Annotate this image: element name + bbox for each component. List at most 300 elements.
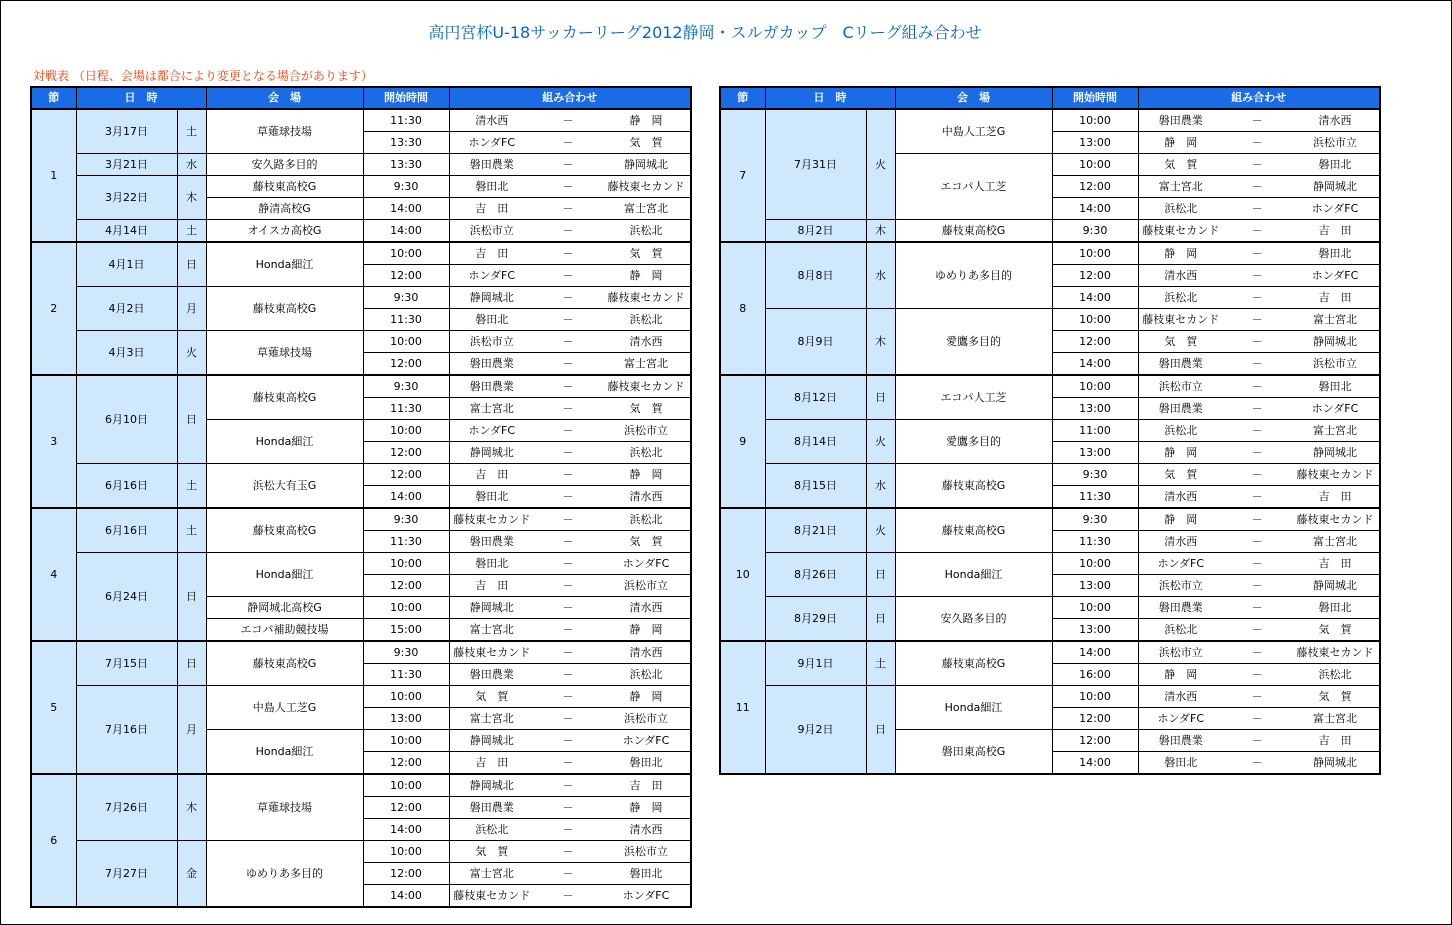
away-team: 静岡城北 [1291,752,1380,775]
match-weekday: 火 [177,331,206,376]
home-team: 磐田農業 [1138,597,1223,619]
round-number: 9 [720,375,765,508]
match-weekday: 火 [866,420,895,464]
venue-name: Honda細江 [206,553,363,597]
home-team: 静 岡 [1138,664,1223,686]
kickoff-time: 10:00 [363,553,449,575]
away-team: 吉 田 [1291,287,1380,309]
versus-dash: － [1223,242,1291,265]
venue-name: 草薙球技場 [206,109,363,154]
home-team: 気 賀 [1138,464,1223,486]
versus-dash: － [534,331,602,353]
away-team: 富士宮北 [602,198,691,220]
home-team: 浜松北 [1138,287,1223,309]
match-weekday: 土 [866,641,895,686]
home-team: 磐田北 [1138,752,1223,775]
versus-dash: － [534,420,602,442]
away-team: 磐田北 [1291,154,1380,176]
kickoff-time: 14:00 [1052,641,1138,664]
kickoff-time: 13:00 [1052,619,1138,642]
home-team: 浜松市立 [449,331,534,353]
match-date: 3月22日 [76,176,177,220]
versus-dash: － [534,752,602,775]
kickoff-time: 15:00 [363,619,449,642]
kickoff-time: 9:30 [1052,508,1138,531]
kickoff-time: 12:00 [363,353,449,376]
away-team: 藤枝東セカンド [1291,641,1380,664]
table-row [31,109,691,132]
match-weekday: 火 [866,109,895,220]
away-team: ホンダFC [1291,198,1380,220]
versus-dash: － [534,597,602,619]
versus-dash: － [534,109,602,132]
kickoff-time: 12:00 [1052,176,1138,198]
match-weekday: 土 [177,220,206,243]
versus-dash: － [1223,553,1291,575]
match-weekday: 日 [866,597,895,642]
venue-name: 藤枝東高校G [206,176,363,198]
away-team: 藤枝東セカンド [602,287,691,309]
kickoff-time: 14:00 [363,819,449,841]
home-team: 藤枝東セカンド [449,885,534,908]
away-team: 富士宮北 [1291,531,1380,553]
venue-name: 安久路多目的 [206,154,363,176]
venue-name: 中島人工芝G [206,686,363,730]
table-row [31,686,691,708]
versus-dash: － [1223,730,1291,752]
home-team: 浜松北 [449,819,534,841]
match-date: 6月10日 [76,375,177,464]
table-row [720,109,1380,132]
match-date: 8月21日 [765,508,866,553]
venue-name: Honda細江 [206,242,363,287]
home-team: 静岡城北 [449,774,534,797]
away-team: 静 岡 [602,464,691,486]
match-weekday: 日 [177,242,206,287]
away-team: ホンダFC [1291,398,1380,420]
match-weekday: 土 [177,464,206,509]
away-team: ホンダFC [602,553,691,575]
home-team: 静 岡 [1138,442,1223,464]
versus-dash: － [534,220,602,243]
home-team: 吉 田 [449,752,534,775]
versus-dash: － [534,774,602,797]
venue-name: Honda細江 [895,553,1052,597]
kickoff-time: 13:00 [1052,132,1138,154]
versus-dash: － [534,398,602,420]
venue-name: 草薙球技場 [206,331,363,376]
venue-name: エコパ補助競技場 [206,619,363,642]
match-date: 6月16日 [76,464,177,509]
match-date: 4月14日 [76,220,177,243]
venue-name: 磐田東高校G [895,730,1052,775]
home-team: 浜松市立 [1138,375,1223,398]
table-row [31,220,691,243]
header-venue: 会 場 [895,87,1052,109]
table-row [720,375,1380,398]
venue-name: 藤枝東高校G [895,464,1052,509]
kickoff-time: 13:00 [1052,398,1138,420]
versus-dash: － [534,132,602,154]
home-team: 静岡城北 [449,597,534,619]
versus-dash: － [534,375,602,398]
home-team: 藤枝東セカンド [449,641,534,664]
home-team: 清水西 [1138,486,1223,509]
home-team: 気 賀 [1138,331,1223,353]
match-weekday: 木 [866,220,895,243]
match-weekday: 日 [866,375,895,420]
kickoff-time: 9:30 [1052,220,1138,243]
home-team: 浜松市立 [449,220,534,243]
table-row [720,464,1380,486]
venue-name: 藤枝東高校G [206,641,363,686]
table-row [720,597,1380,619]
away-team: 静 岡 [602,265,691,287]
away-team: 気 賀 [602,398,691,420]
table-row [720,242,1380,265]
away-team: 磐田北 [602,863,691,885]
home-team: ホンダFC [449,132,534,154]
versus-dash: － [534,154,602,176]
match-weekday: 火 [866,508,895,553]
match-date: 4月1日 [76,242,177,287]
kickoff-time: 13:30 [363,132,449,154]
kickoff-time: 10:00 [363,730,449,752]
versus-dash: － [1223,353,1291,376]
away-team: 磐田北 [602,752,691,775]
header-match: 組み合わせ [1138,87,1380,109]
venue-name: 藤枝東高校G [895,641,1052,686]
kickoff-time: 10:00 [363,774,449,797]
away-team: 気 賀 [602,132,691,154]
table-row [31,553,691,575]
versus-dash: － [534,353,602,376]
kickoff-time: 12:00 [363,797,449,819]
kickoff-time: 10:00 [363,331,449,353]
home-team: 磐田北 [449,176,534,198]
venue-name: エコパ人工芝 [895,375,1052,420]
table-row [31,841,691,863]
kickoff-time: 12:00 [363,464,449,486]
versus-dash: － [1223,154,1291,176]
versus-dash: － [1223,531,1291,553]
versus-dash: － [1223,619,1291,642]
kickoff-time: 14:00 [1052,198,1138,220]
versus-dash: － [1223,420,1291,442]
away-team: 浜松北 [602,309,691,331]
versus-dash: － [534,575,602,597]
versus-dash: － [1223,686,1291,708]
versus-dash: － [534,176,602,198]
match-weekday: 木 [866,309,895,376]
table-row [31,242,691,265]
table-row [720,641,1380,664]
home-team: 静 岡 [1138,242,1223,265]
away-team: 気 賀 [602,242,691,265]
home-team: 磐田農業 [449,664,534,686]
kickoff-time: 10:00 [1052,242,1138,265]
kickoff-time: 9:30 [363,641,449,664]
away-team: 吉 田 [1291,553,1380,575]
versus-dash: － [534,619,602,642]
kickoff-time: 10:00 [363,420,449,442]
header-venue: 会 場 [206,87,363,109]
home-team: 富士宮北 [449,398,534,420]
home-team: 清水西 [1138,531,1223,553]
away-team: 磐田北 [1291,242,1380,265]
kickoff-time: 10:00 [363,841,449,863]
away-team: 磐田北 [1291,597,1380,619]
versus-dash: － [534,309,602,331]
kickoff-time: 10:00 [1052,597,1138,619]
away-team: 浜松市立 [602,708,691,730]
table-row [31,508,691,531]
away-team: 藤枝東セカンド [1291,508,1380,531]
match-weekday: 月 [177,287,206,331]
table-row [31,774,691,797]
away-team: 清水西 [602,641,691,664]
match-date: 8月2日 [765,220,866,243]
versus-dash: － [534,531,602,553]
kickoff-time: 12:00 [1052,265,1138,287]
kickoff-time: 16:00 [1052,664,1138,686]
venue-name: 草薙球技場 [206,774,363,841]
away-team: 浜松北 [602,220,691,243]
versus-dash: － [1223,132,1291,154]
away-team: 清水西 [602,597,691,619]
kickoff-time: 10:00 [363,686,449,708]
table-row [31,375,691,398]
away-team: 吉 田 [1291,220,1380,243]
header-date: 日 時 [76,87,206,109]
kickoff-time: 12:00 [363,752,449,775]
match-weekday: 水 [866,464,895,509]
kickoff-time: 14:00 [363,220,449,243]
venue-name: 安久路多目的 [895,597,1052,642]
venue-name: オイスカ高校G [206,220,363,243]
match-date: 9月1日 [765,641,866,686]
home-team: 静 岡 [1138,508,1223,531]
venue-name: 藤枝東高校G [895,508,1052,553]
home-team: 浜松市立 [1138,575,1223,597]
match-date: 8月12日 [765,375,866,420]
match-date: 8月14日 [765,420,866,464]
away-team: 富士宮北 [1291,420,1380,442]
round-number: 2 [31,242,76,375]
kickoff-time: 10:00 [363,242,449,265]
versus-dash: － [534,553,602,575]
match-date: 4月3日 [76,331,177,376]
venue-name: 中島人工芝G [895,109,1052,154]
away-team: 静 岡 [602,797,691,819]
table-row [720,686,1380,708]
round-number: 6 [31,774,76,907]
header-setsu: 節 [720,87,765,109]
versus-dash: － [534,442,602,464]
home-team: 磐田農業 [1138,109,1223,132]
away-team: 富士宮北 [1291,708,1380,730]
schedule-table-left [30,86,692,908]
kickoff-time: 9:30 [1052,464,1138,486]
home-team: 吉 田 [449,575,534,597]
round-number: 1 [31,109,76,242]
versus-dash: － [1223,597,1291,619]
match-weekday: 月 [177,686,206,775]
away-team: 吉 田 [1291,730,1380,752]
versus-dash: － [534,863,602,885]
header-match: 組み合わせ [449,87,691,109]
home-team: 清水西 [449,109,534,132]
round-number: 11 [720,641,765,774]
versus-dash: － [1223,198,1291,220]
away-team: 清水西 [602,331,691,353]
venue-name: 藤枝東高校G [206,287,363,331]
kickoff-time: 13:00 [1052,442,1138,464]
venue-name: ゆめりあ多目的 [206,841,363,908]
versus-dash: － [1223,752,1291,775]
round-number: 7 [720,109,765,242]
kickoff-time: 14:00 [363,198,449,220]
away-team: 磐田北 [1291,375,1380,398]
versus-dash: － [1223,176,1291,198]
home-team: 富士宮北 [1138,176,1223,198]
match-weekday: 水 [177,154,206,176]
home-team: 磐田北 [449,553,534,575]
match-weekday: 水 [866,242,895,309]
venue-name: Honda細江 [206,730,363,775]
table-row [720,309,1380,331]
kickoff-time: 10:00 [363,597,449,619]
versus-dash: － [534,641,602,664]
home-team: 藤枝東セカンド [449,508,534,531]
match-date: 8月26日 [765,553,866,597]
versus-dash: － [1223,109,1291,132]
home-team: ホンダFC [449,265,534,287]
versus-dash: － [1223,287,1291,309]
versus-dash: － [1223,575,1291,597]
away-team: ホンダFC [602,885,691,908]
venue-name: 愛鷹多目的 [895,420,1052,464]
kickoff-time: 10:00 [1052,553,1138,575]
home-team: 磐田農業 [449,531,534,553]
match-weekday: 木 [177,774,206,841]
versus-dash: － [534,242,602,265]
kickoff-time: 12:00 [1052,708,1138,730]
away-team: 浜松市立 [602,841,691,863]
versus-dash: － [1223,486,1291,509]
versus-dash: － [534,464,602,486]
match-date: 7月31日 [765,109,866,220]
kickoff-time: 10:00 [1052,309,1138,331]
kickoff-time: 9:30 [363,508,449,531]
table-row [31,641,691,664]
away-team: 清水西 [1291,109,1380,132]
home-team: 気 賀 [1138,154,1223,176]
home-team: ホンダFC [1138,708,1223,730]
match-weekday: 金 [177,841,206,908]
kickoff-time: 10:00 [1052,154,1138,176]
kickoff-time: 11:30 [1052,486,1138,509]
venue-name: 藤枝東高校G [895,220,1052,243]
kickoff-time: 10:00 [1052,109,1138,132]
schedule-table-right [719,86,1381,775]
home-team: 清水西 [1138,265,1223,287]
away-team: 浜松北 [602,508,691,531]
header-setsu: 節 [31,87,76,109]
home-team: 磐田農業 [1138,730,1223,752]
home-team: 磐田農業 [449,797,534,819]
away-team: 静岡城北 [1291,176,1380,198]
kickoff-time: 10:00 [1052,375,1138,398]
kickoff-time: 9:30 [363,287,449,309]
versus-dash: － [534,885,602,908]
home-team: 浜松北 [1138,198,1223,220]
table-row [720,553,1380,575]
table-row [31,287,691,309]
kickoff-time: 11:30 [1052,531,1138,553]
venue-name: エコパ人工芝 [895,154,1052,220]
kickoff-time: 12:00 [1052,331,1138,353]
match-date: 4月2日 [76,287,177,331]
versus-dash: － [1223,442,1291,464]
away-team: 気 賀 [1291,619,1380,642]
versus-dash: － [1223,331,1291,353]
away-team: 清水西 [602,486,691,509]
table-row [31,464,691,486]
home-team: 吉 田 [449,242,534,265]
kickoff-time: 11:30 [363,664,449,686]
versus-dash: － [534,198,602,220]
away-team: 浜松北 [602,442,691,464]
round-number: 5 [31,641,76,774]
match-weekday: 日 [177,553,206,642]
kickoff-time: 11:30 [363,398,449,420]
away-team: 浜松市立 [602,420,691,442]
versus-dash: － [1223,708,1291,730]
home-team: 気 賀 [449,686,534,708]
venue-name: 藤枝東高校G [206,375,363,420]
match-weekday: 木 [177,176,206,220]
home-team: 磐田農業 [1138,398,1223,420]
match-date: 7月26日 [76,774,177,841]
away-team: 静岡城北 [1291,331,1380,353]
versus-dash: － [1223,375,1291,398]
match-date: 7月27日 [76,841,177,908]
match-weekday: 日 [177,641,206,686]
away-team: 富士宮北 [602,353,691,376]
home-team: 浜松市立 [1138,641,1223,664]
match-date: 3月21日 [76,154,177,176]
kickoff-time: 14:00 [1052,287,1138,309]
match-date: 6月16日 [76,508,177,553]
versus-dash: － [534,841,602,863]
home-team: 吉 田 [449,464,534,486]
home-team: 静岡城北 [449,442,534,464]
home-team: 富士宮北 [449,619,534,642]
kickoff-time: 14:00 [1052,752,1138,775]
away-team: 吉 田 [602,774,691,797]
header-date: 日 時 [765,87,895,109]
match-date: 7月15日 [76,641,177,686]
home-team: 静 岡 [1138,132,1223,154]
home-team: 静岡城北 [449,287,534,309]
home-team: 吉 田 [449,198,534,220]
table-row [720,508,1380,531]
header-time: 開始時間 [1052,87,1138,109]
table-row [720,220,1380,243]
home-team: 気 賀 [449,841,534,863]
kickoff-time: 12:00 [363,265,449,287]
